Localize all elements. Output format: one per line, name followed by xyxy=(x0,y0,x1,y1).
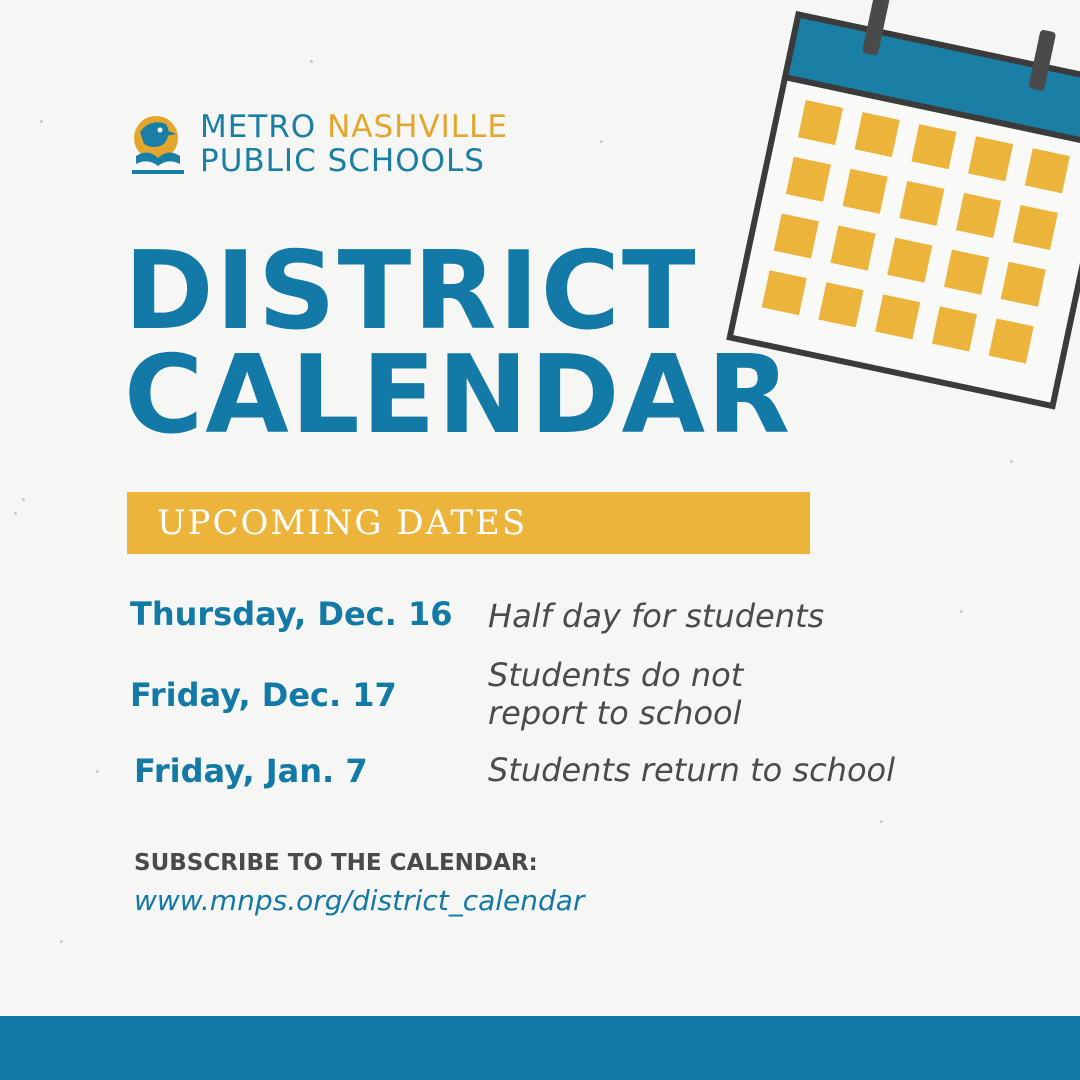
subscribe-label: SUBSCRIBE TO THE CALENDAR: xyxy=(134,850,538,876)
page-title xyxy=(124,229,793,458)
subscribe-link[interactable]: www.mnps.org/district_calendar xyxy=(134,884,585,917)
mnps-logo[interactable] xyxy=(126,110,508,182)
date-item-2-date: Friday, Dec. 17 xyxy=(130,676,397,714)
date-item-1-date: Thursday, Dec. 16 xyxy=(130,595,453,633)
title-line-2: CALENDAR xyxy=(124,333,793,458)
logo-word-nashville: NASHVILLE xyxy=(327,109,508,145)
date-item-2-description-line-1: Students do not xyxy=(488,656,744,694)
banner-label: UPCOMING DATES xyxy=(157,503,528,543)
logo-line-public-schools: PUBLIC SCHOOLS xyxy=(200,143,485,179)
upcoming-dates-banner xyxy=(127,492,810,554)
date-item-3-date: Friday, Jan. 7 xyxy=(134,752,368,790)
date-item-2-description-line-2: report to school xyxy=(488,694,742,732)
title-line-1: DISTRICT xyxy=(124,229,698,354)
bottom-band xyxy=(0,1016,1080,1080)
date-item-1-description: Half day for students xyxy=(488,597,825,635)
date-item-3-description: Students return to school xyxy=(488,751,895,789)
logo-word-metro: METRO xyxy=(200,109,317,145)
mnps-logo-icon xyxy=(126,110,190,182)
